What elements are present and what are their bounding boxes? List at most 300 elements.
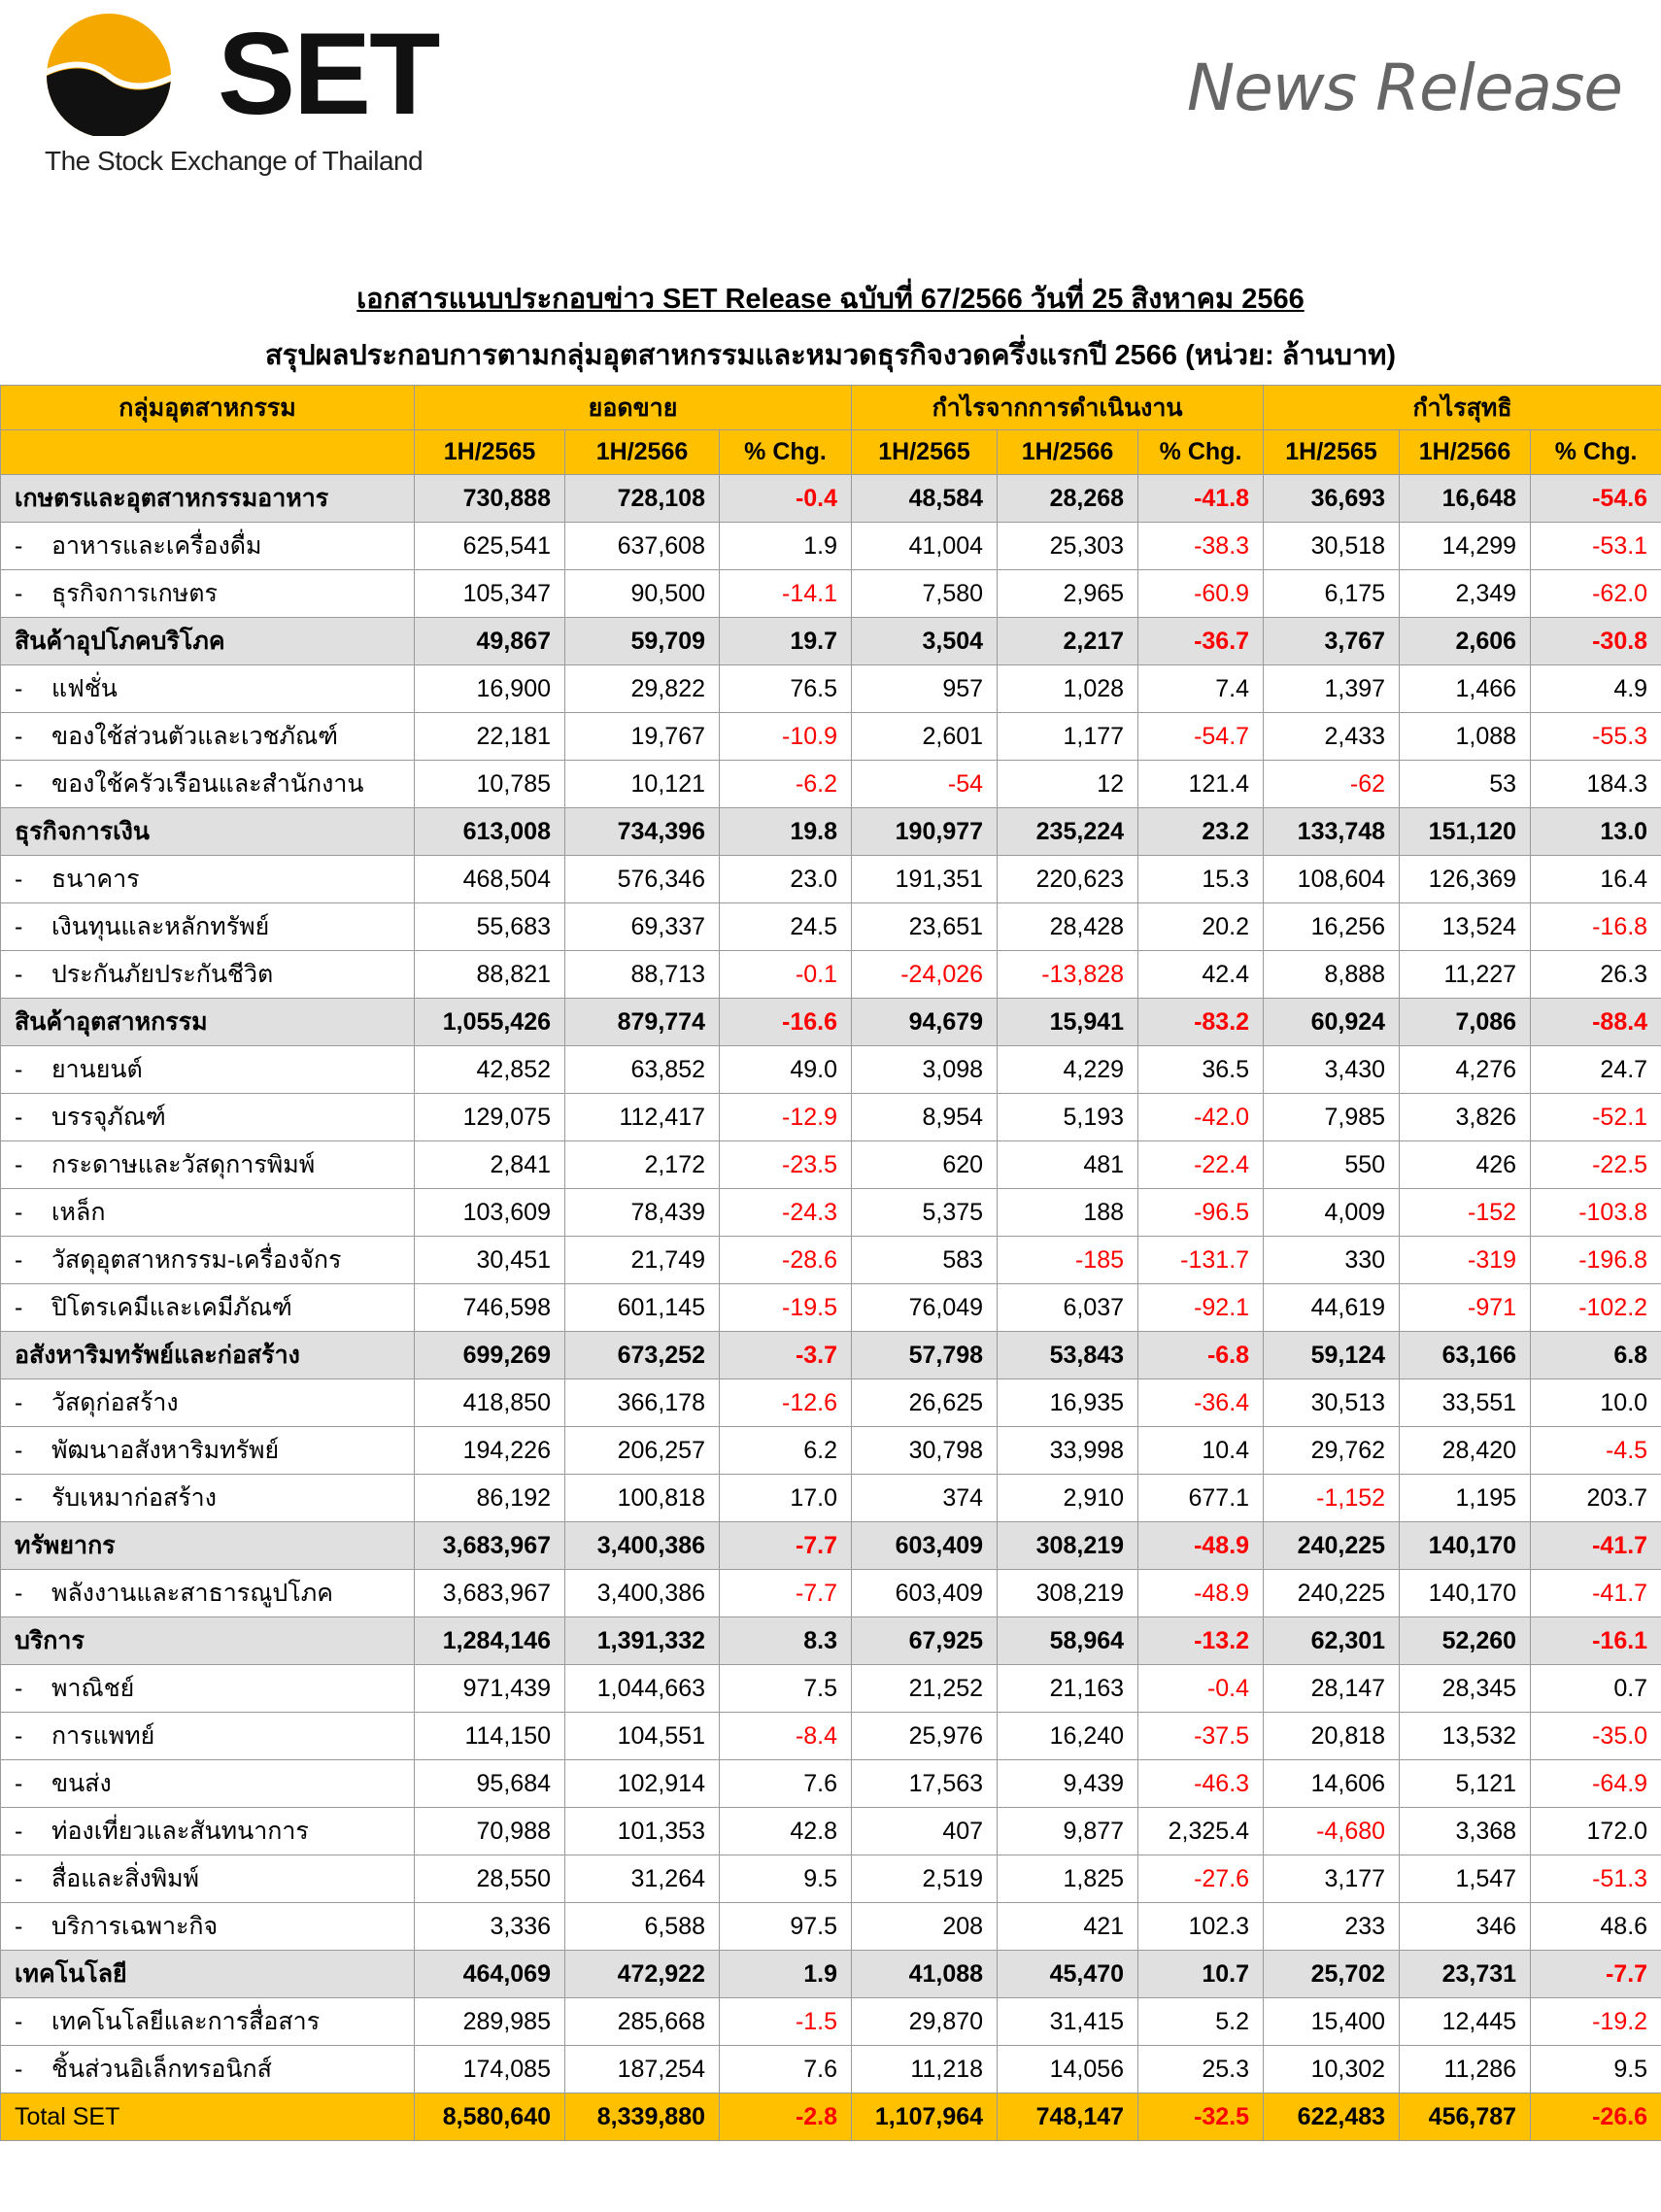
value-cell: 29,762 (1264, 1427, 1400, 1475)
value-cell: 53,843 (998, 1332, 1138, 1379)
value-cell: -23.5 (720, 1141, 852, 1189)
bullet-dash: - (15, 580, 23, 607)
value-cell: 12 (998, 761, 1138, 808)
value-cell: 140,170 (1400, 1570, 1531, 1617)
value-cell: 48,584 (852, 475, 998, 523)
value-cell: 5,193 (998, 1094, 1138, 1141)
row-label (1, 1379, 415, 1427)
value-cell: 971,439 (415, 1665, 565, 1713)
bullet-dash: - (15, 1151, 23, 1178)
value-cell: 126,369 (1400, 856, 1531, 903)
value-cell: -24.3 (720, 1189, 852, 1237)
value-cell: 3,683,967 (415, 1522, 565, 1570)
value-cell: 59,124 (1264, 1332, 1400, 1379)
value-cell: 20,818 (1264, 1713, 1400, 1760)
value-cell: 366,178 (565, 1379, 720, 1427)
row-label-text: บริการ (15, 1627, 85, 1654)
row-label-text: เทคโนโลยี (15, 1960, 127, 1988)
industry-group-row (1, 999, 1661, 1046)
value-cell: 100,818 (565, 1475, 720, 1522)
bullet-dash: - (15, 2008, 23, 2035)
value-cell: 583 (852, 1237, 998, 1284)
value-cell: 9,877 (998, 1808, 1138, 1855)
value-cell: 734,396 (565, 808, 720, 856)
value-cell: -41.7 (1531, 1522, 1661, 1570)
value-cell: 613,008 (415, 808, 565, 856)
value-cell: 6,175 (1264, 570, 1400, 618)
bullet-dash: - (15, 1484, 23, 1512)
value-cell: 151,120 (1400, 808, 1531, 856)
value-cell: 1.9 (720, 1951, 852, 1998)
value-cell: 19,767 (565, 713, 720, 761)
value-cell: 184.3 (1531, 761, 1661, 808)
value-cell: 10.4 (1138, 1427, 1264, 1475)
value-cell: 121.4 (1138, 761, 1264, 808)
row-label (1, 713, 415, 761)
value-cell: 1,107,964 (852, 2093, 998, 2141)
value-cell: 19.7 (720, 618, 852, 665)
value-cell: 4.9 (1531, 665, 1661, 713)
value-cell: 70,988 (415, 1808, 565, 1855)
value-cell: 24.5 (720, 903, 852, 951)
value-cell: 103,609 (415, 1189, 565, 1237)
value-cell: 52,260 (1400, 1617, 1531, 1665)
row-label (1, 1855, 415, 1903)
value-cell: -62 (1264, 761, 1400, 808)
row-label (1, 1998, 415, 2046)
value-cell: 102.3 (1138, 1903, 1264, 1951)
value-cell: 172.0 (1531, 1808, 1661, 1855)
value-cell: -27.6 (1138, 1855, 1264, 1903)
value-cell: 289,985 (415, 1998, 565, 2046)
sector-row (1, 2046, 1661, 2093)
sub-header-cell: 1H/2566 (1400, 430, 1531, 475)
value-cell: 21,252 (852, 1665, 998, 1713)
value-cell: 90,500 (565, 570, 720, 618)
value-cell: 174,085 (415, 2046, 565, 2093)
sub-header-cell: % Chg. (720, 430, 852, 475)
value-cell: -131.7 (1138, 1237, 1264, 1284)
value-cell: 346 (1400, 1903, 1531, 1951)
value-cell: 2,841 (415, 1141, 565, 1189)
row-label (1, 903, 415, 951)
value-cell: 6,588 (565, 1903, 720, 1951)
row-label (1, 1332, 415, 1379)
value-cell: -48.9 (1138, 1522, 1264, 1570)
value-cell: -12.9 (720, 1094, 852, 1141)
value-cell: 25.3 (1138, 2046, 1264, 2093)
value-cell: 22,181 (415, 713, 565, 761)
set-logo-mark-icon (43, 10, 208, 136)
sector-row (1, 570, 1661, 618)
value-cell: -36.7 (1138, 618, 1264, 665)
group-header-row (1, 386, 1661, 430)
industry-group-row (1, 1332, 1661, 1379)
value-cell: 13,524 (1400, 903, 1531, 951)
value-cell: -1.5 (720, 1998, 852, 2046)
row-label-text: พัฒนาอสังหาริมทรัพย์ (51, 1437, 280, 1464)
row-label (1, 2093, 415, 2141)
row-label (1, 1284, 415, 1332)
value-cell: 191,351 (852, 856, 998, 903)
value-cell: 3,098 (852, 1046, 998, 1094)
value-cell: -4,680 (1264, 1808, 1400, 1855)
value-cell: -103.8 (1531, 1189, 1661, 1237)
value-cell: 16,240 (998, 1713, 1138, 1760)
value-cell: 94,679 (852, 999, 998, 1046)
value-cell: 44,619 (1264, 1284, 1400, 1332)
row-label (1, 1475, 415, 1522)
value-cell: 16.4 (1531, 856, 1661, 903)
value-cell: 31,415 (998, 1998, 1138, 2046)
value-cell: 418,850 (415, 1379, 565, 1427)
sector-row (1, 1284, 1661, 1332)
value-cell: 26,625 (852, 1379, 998, 1427)
value-cell: -16.1 (1531, 1617, 1661, 1665)
sector-row (1, 1237, 1661, 1284)
value-cell: 3,400,386 (565, 1570, 720, 1617)
value-cell: 2,325.4 (1138, 1808, 1264, 1855)
value-cell: 25,303 (998, 523, 1138, 570)
value-cell: 33,998 (998, 1427, 1138, 1475)
value-cell: 2,965 (998, 570, 1138, 618)
value-cell: 12,445 (1400, 1998, 1531, 2046)
value-cell: 11,218 (852, 2046, 998, 2093)
value-cell: 2,349 (1400, 570, 1531, 618)
value-cell: 748,147 (998, 2093, 1138, 2141)
sub-header-cell: % Chg. (1531, 430, 1661, 475)
value-cell: 603,409 (852, 1522, 998, 1570)
value-cell: -152 (1400, 1189, 1531, 1237)
row-label-text: ของใช้ครัวเรือนและสำนักงาน (51, 770, 364, 798)
value-cell: 472,922 (565, 1951, 720, 1998)
value-cell: 576,346 (565, 856, 720, 903)
value-cell: 105,347 (415, 570, 565, 618)
row-label-text: ยานยนต์ (51, 1056, 143, 1083)
row-label (1, 1189, 415, 1237)
value-cell: 10,302 (1264, 2046, 1400, 2093)
value-cell: -92.1 (1138, 1284, 1264, 1332)
sector-row (1, 1570, 1661, 1617)
sector-row (1, 1475, 1661, 1522)
value-cell: 60,924 (1264, 999, 1400, 1046)
value-cell: 11,286 (1400, 2046, 1531, 2093)
value-cell: 7.4 (1138, 665, 1264, 713)
value-cell: 16,648 (1400, 475, 1531, 523)
value-cell: 426 (1400, 1141, 1531, 1189)
value-cell: -7.7 (720, 1570, 852, 1617)
value-cell: 31,264 (565, 1855, 720, 1903)
value-cell: -319 (1400, 1237, 1531, 1284)
col-header-operating-profit: กำไรจากการดำเนินงาน (852, 386, 1264, 430)
value-cell: 194,226 (415, 1427, 565, 1475)
sector-row (1, 1379, 1661, 1427)
row-label-text: อสังหาริมทรัพย์และก่อสร้าง (15, 1342, 300, 1369)
value-cell: -26.6 (1531, 2093, 1661, 2141)
row-label-text: อาหารและเครื่องดื่ม (51, 532, 262, 560)
value-cell: 26.3 (1531, 951, 1661, 999)
value-cell: -54.6 (1531, 475, 1661, 523)
value-cell: 10,121 (565, 761, 720, 808)
value-cell: -54.7 (1138, 713, 1264, 761)
value-cell: 11,227 (1400, 951, 1531, 999)
value-cell: 102,914 (565, 1760, 720, 1808)
value-cell: 620 (852, 1141, 998, 1189)
value-cell: -48.9 (1138, 1570, 1264, 1617)
value-cell: 188 (998, 1189, 1138, 1237)
value-cell: 374 (852, 1475, 998, 1522)
value-cell: 2,217 (998, 618, 1138, 665)
value-cell: 28,428 (998, 903, 1138, 951)
value-cell: -4.5 (1531, 1427, 1661, 1475)
sector-row (1, 1760, 1661, 1808)
value-cell: 76,049 (852, 1284, 998, 1332)
row-label-text: ธุรกิจการเงิน (15, 818, 150, 845)
row-label (1, 808, 415, 856)
sub-header-cell: 1H/2565 (852, 430, 998, 475)
value-cell: 285,668 (565, 1998, 720, 2046)
value-cell: 10.0 (1531, 1379, 1661, 1427)
sector-row (1, 1141, 1661, 1189)
value-cell: -6.2 (720, 761, 852, 808)
sector-row (1, 665, 1661, 713)
value-cell: 3,683,967 (415, 1570, 565, 1617)
value-cell: 33,551 (1400, 1379, 1531, 1427)
industry-group-row (1, 1522, 1661, 1570)
value-cell: 3,368 (1400, 1808, 1531, 1855)
value-cell: -13.2 (1138, 1617, 1264, 1665)
value-cell: -22.4 (1138, 1141, 1264, 1189)
value-cell: 699,269 (415, 1332, 565, 1379)
value-cell: 30,798 (852, 1427, 998, 1475)
document-subtitle: สรุปผลประกอบการตามกลุ่มอุตสาหกรรมและหมวดธุรกิจงวดครึ่งแรกปี 2566 (หน่วย: ล้านบาท) (264, 340, 1397, 371)
value-cell: 481 (998, 1141, 1138, 1189)
value-cell: 673,252 (565, 1332, 720, 1379)
value-cell: 1,284,146 (415, 1617, 565, 1665)
value-cell: 7,086 (1400, 999, 1531, 1046)
value-cell: 240,225 (1264, 1570, 1400, 1617)
news-release-label: News Release (1186, 51, 1622, 125)
sector-row (1, 1094, 1661, 1141)
bullet-dash: - (15, 532, 23, 560)
bullet-dash: - (15, 723, 23, 750)
sector-row (1, 1189, 1661, 1237)
value-cell: -46.3 (1138, 1760, 1264, 1808)
value-cell: 14,056 (998, 2046, 1138, 2093)
value-cell: 1,044,663 (565, 1665, 720, 1713)
value-cell: 21,163 (998, 1665, 1138, 1713)
value-cell: 88,713 (565, 951, 720, 999)
value-cell: -55.3 (1531, 713, 1661, 761)
logo-subtitle: The Stock Exchange of Thailand (45, 146, 424, 176)
value-cell: 15,941 (998, 999, 1138, 1046)
value-cell: 78,439 (565, 1189, 720, 1237)
value-cell: -7.7 (1531, 1951, 1661, 1998)
value-cell: 7.6 (720, 2046, 852, 2093)
value-cell: 2,606 (1400, 618, 1531, 665)
value-cell: 28,345 (1400, 1665, 1531, 1713)
row-label (1, 1713, 415, 1760)
value-cell: 63,852 (565, 1046, 720, 1094)
value-cell: 3,430 (1264, 1046, 1400, 1094)
value-cell: 5,375 (852, 1189, 998, 1237)
row-label (1, 1903, 415, 1951)
row-label-text: ธนาคาร (51, 866, 140, 893)
value-cell: 2,519 (852, 1855, 998, 1903)
value-cell: 19.8 (720, 808, 852, 856)
value-cell: -19.2 (1531, 1998, 1661, 2046)
row-label (1, 999, 415, 1046)
row-label-text: สื่อและสิ่งพิมพ์ (51, 1865, 200, 1892)
value-cell: -60.9 (1138, 570, 1264, 618)
sector-row (1, 523, 1661, 570)
bullet-dash: - (15, 1675, 23, 1702)
bullet-dash: - (15, 1294, 23, 1321)
row-label (1, 1617, 415, 1665)
value-cell: -41.8 (1138, 475, 1264, 523)
value-cell: 5.2 (1138, 1998, 1264, 2046)
sector-row (1, 1903, 1661, 1951)
sub-header-blank (1, 430, 415, 475)
value-cell: 104,551 (565, 1713, 720, 1760)
value-cell: -41.7 (1531, 1570, 1661, 1617)
value-cell: 4,276 (1400, 1046, 1531, 1094)
value-cell: -24,026 (852, 951, 998, 999)
row-label-text: กระดาษและวัสดุการพิมพ์ (51, 1151, 316, 1178)
value-cell: 957 (852, 665, 998, 713)
value-cell: 41,088 (852, 1951, 998, 1998)
value-cell: 8,888 (1264, 951, 1400, 999)
value-cell: 30,451 (415, 1237, 565, 1284)
value-cell: 25,976 (852, 1713, 998, 1760)
value-cell: 220,623 (998, 856, 1138, 903)
bullet-dash: - (15, 1389, 23, 1416)
value-cell: 6.2 (720, 1427, 852, 1475)
value-cell: 7,985 (1264, 1094, 1400, 1141)
value-cell: 13,532 (1400, 1713, 1531, 1760)
row-label-text: ท่องเที่ยวและสันทนาการ (51, 1818, 309, 1845)
value-cell: 3,336 (415, 1903, 565, 1951)
value-cell: -7.7 (720, 1522, 852, 1570)
row-label-text: ขนส่ง (51, 1770, 112, 1797)
row-label-text: ชิ้นส่วนอิเล็กทรอนิกส์ (51, 2056, 272, 2083)
value-cell: 1,177 (998, 713, 1138, 761)
bullet-dash: - (15, 1104, 23, 1131)
bullet-dash: - (15, 961, 23, 988)
value-cell: 49.0 (720, 1046, 852, 1094)
sector-row (1, 903, 1661, 951)
value-cell: -88.4 (1531, 999, 1661, 1046)
value-cell: 190,977 (852, 808, 998, 856)
value-cell: 15,400 (1264, 1998, 1400, 2046)
value-cell: 67,925 (852, 1617, 998, 1665)
value-cell: 3,826 (1400, 1094, 1531, 1141)
table-header (1, 386, 1661, 475)
sub-header-cell: 1H/2565 (1264, 430, 1400, 475)
value-cell: 233 (1264, 1903, 1400, 1951)
document-title: เอกสารแนบประกอบข่าว SET Release ฉบับที่ 67/2566 วันที่ 25 สิงหาคม 2566 (356, 284, 1305, 315)
sub-header-cell: % Chg. (1138, 430, 1264, 475)
row-label (1, 1951, 415, 1998)
value-cell: -28.6 (720, 1237, 852, 1284)
bullet-dash: - (15, 1722, 23, 1750)
value-cell: 23.0 (720, 856, 852, 903)
row-label (1, 761, 415, 808)
bullet-dash: - (15, 1865, 23, 1892)
value-cell: 603,409 (852, 1570, 998, 1617)
value-cell: 86,192 (415, 1475, 565, 1522)
sector-row (1, 713, 1661, 761)
value-cell: 42.8 (720, 1808, 852, 1855)
row-label-text: พาณิชย์ (51, 1675, 135, 1702)
col-header-sales: ยอดขาย (415, 386, 852, 430)
value-cell: 7,580 (852, 570, 998, 618)
row-label-text: ธุรกิจการเกษตร (51, 580, 218, 607)
value-cell: 69,337 (565, 903, 720, 951)
value-cell: 25,702 (1264, 1951, 1400, 1998)
row-label-text: รับเหมาก่อสร้าง (51, 1484, 217, 1512)
value-cell: -53.1 (1531, 523, 1661, 570)
row-label (1, 1808, 415, 1855)
value-cell: 1,397 (1264, 665, 1400, 713)
sector-row (1, 856, 1661, 903)
value-cell: 101,353 (565, 1808, 720, 1855)
value-cell: 550 (1264, 1141, 1400, 1189)
row-label-text: เหล็ก (51, 1199, 106, 1226)
value-cell: 28,147 (1264, 1665, 1400, 1713)
value-cell: -36.4 (1138, 1379, 1264, 1427)
value-cell: 30,513 (1264, 1379, 1400, 1427)
row-label (1, 475, 415, 523)
value-cell: 76.5 (720, 665, 852, 713)
value-cell: -30.8 (1531, 618, 1661, 665)
value-cell: 456,787 (1400, 2093, 1531, 2141)
value-cell: 8,339,880 (565, 2093, 720, 2141)
row-label (1, 1141, 415, 1189)
value-cell: 36,693 (1264, 475, 1400, 523)
value-cell: 114,150 (415, 1713, 565, 1760)
row-label-text: แฟชั่น (51, 675, 118, 702)
value-cell: 13.0 (1531, 808, 1661, 856)
row-label-text: วัสดุอุตสาหกรรม-เครื่องจักร (51, 1246, 342, 1274)
sector-row (1, 1998, 1661, 2046)
value-cell: 601,145 (565, 1284, 720, 1332)
sub-header-cell: 1H/2565 (415, 430, 565, 475)
value-cell: 8.3 (720, 1617, 852, 1665)
value-cell: 62,301 (1264, 1617, 1400, 1665)
value-cell: -35.0 (1531, 1713, 1661, 1760)
industry-group-row (1, 618, 1661, 665)
value-cell: -42.0 (1138, 1094, 1264, 1141)
value-cell: 95,684 (415, 1760, 565, 1808)
value-cell: -196.8 (1531, 1237, 1661, 1284)
value-cell: 1,825 (998, 1855, 1138, 1903)
value-cell: 10,785 (415, 761, 565, 808)
bullet-dash: - (15, 770, 23, 798)
value-cell: -971 (1400, 1284, 1531, 1332)
value-cell: 879,774 (565, 999, 720, 1046)
value-cell: 3,504 (852, 618, 998, 665)
value-cell: 58,964 (998, 1617, 1138, 1665)
col-header-industry: กลุ่มอุตสาหกรรม (1, 386, 415, 430)
value-cell: 63,166 (1400, 1332, 1531, 1379)
value-cell: 41,004 (852, 523, 998, 570)
logo-wordmark: SET (218, 9, 439, 139)
value-cell: 3,400,386 (565, 1522, 720, 1570)
row-label-text: สินค้าอุตสาหกรรม (15, 1008, 208, 1036)
value-cell: 8,954 (852, 1094, 998, 1141)
row-label (1, 570, 415, 618)
